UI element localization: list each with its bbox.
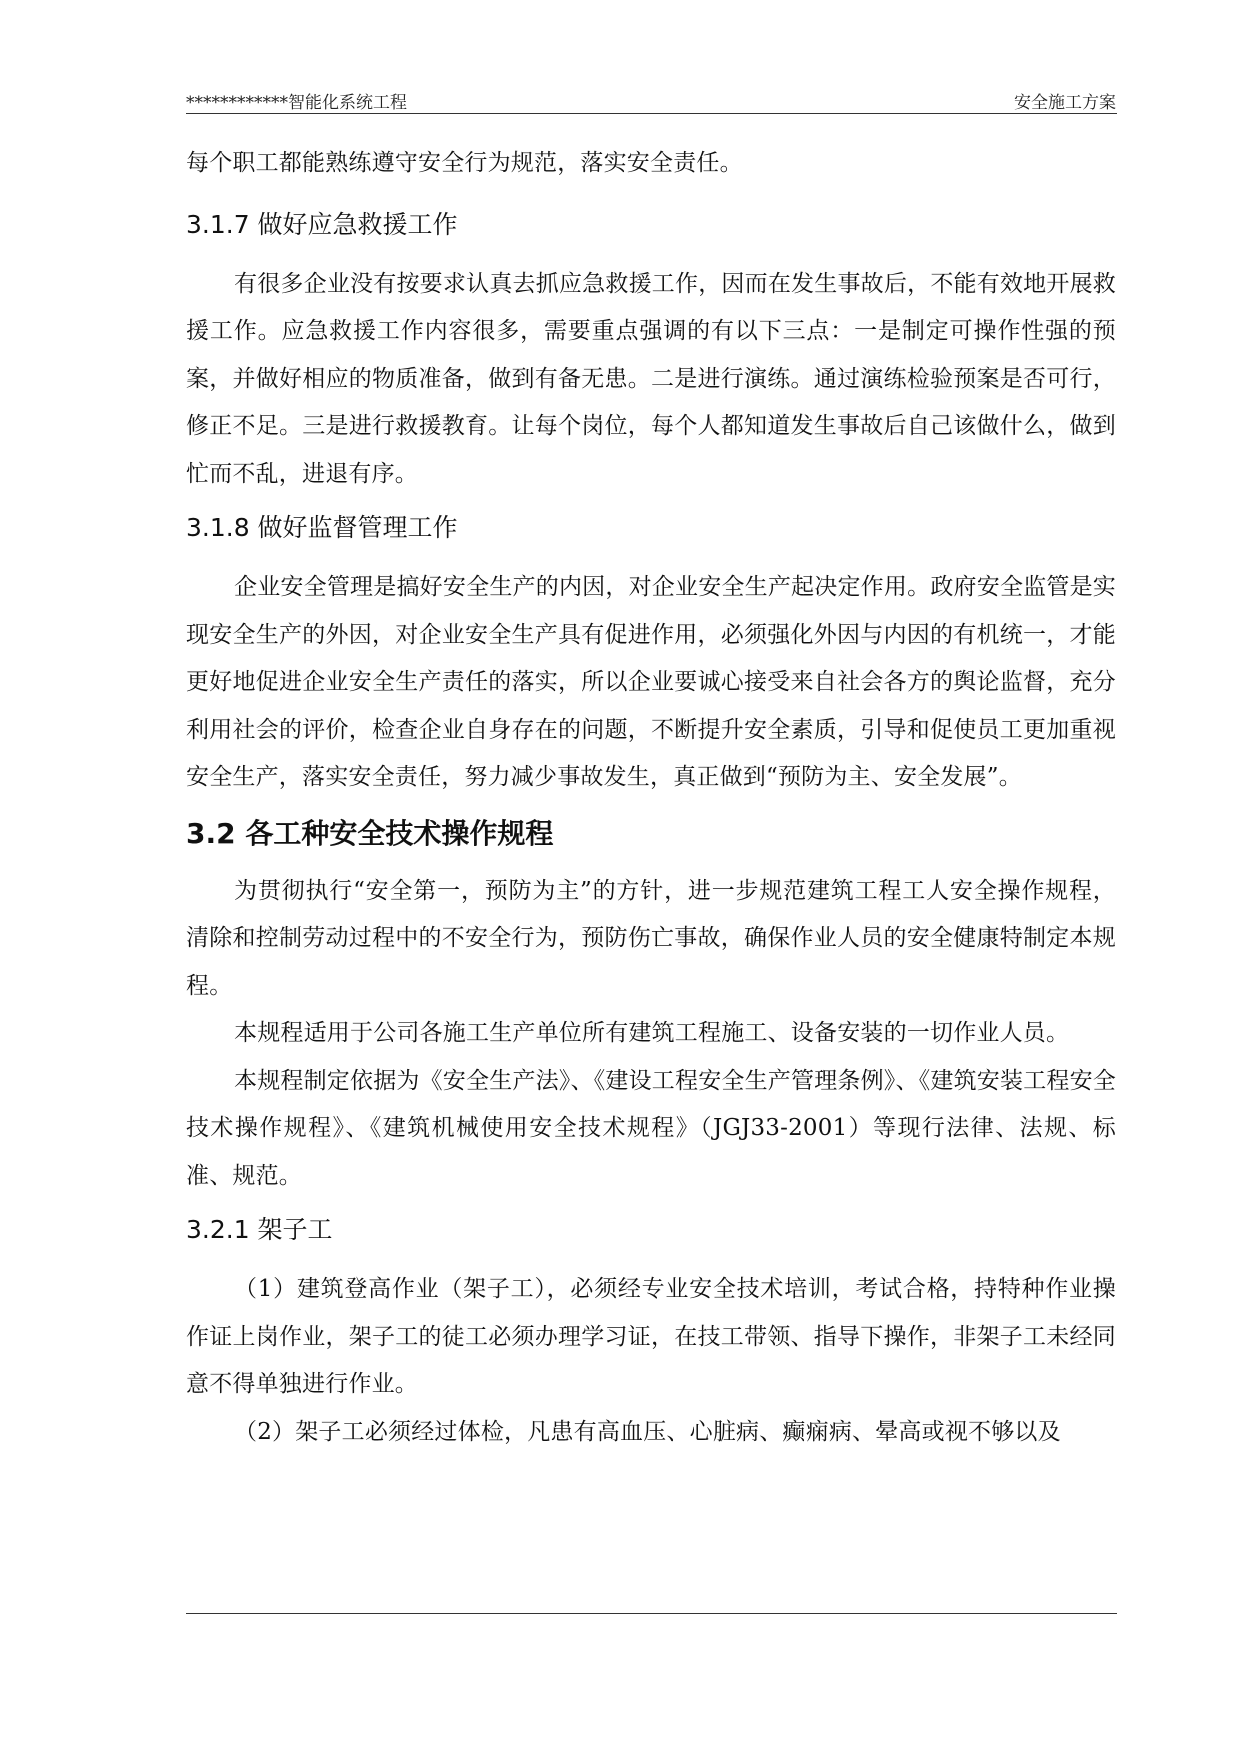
header-rule (186, 113, 1117, 114)
paragraph-emergency-rescue: 有很多企业没有按要求认真去抓应急救援工作，因而在发生事故后，不能有效地开展救援工作。应急救援工作内容很多，需要重点强调的有以下三点：一是制定可操作性强的预案，并做好相应的物质准备，做到有备无患。二是进行演练。通过演练检验预案是否可行，修正不足。三是进行救援教育。让每个岗位，每个人都知道发生事故后自己该做什么，做到忙而不乱，进退有序。 (186, 270, 1116, 487)
paragraph-supervision: 企业安全管理是搞好安全生产的内因，对企业安全生产起决定作用。政府安全监管是实现安全生产的外因，对企业安全生产具有促进作用，必须强化外因与内因的有机统一，才能更好地促进企业安全生产责任的落实，所以企业要诚心接受来自社会各方的舆论监督，充分利用社会的评价，检查企业自身存在的问题，不断提升安全素质，引导和促使员工更加重视安全生产，落实安全责任，努力减少事故发生，真正做到“预防为主、安全发展”。 (186, 574, 1116, 790)
heading-3-1-7: 3.1.7 做好应急救援工作 (186, 209, 458, 239)
footer-rule (186, 1613, 1117, 1614)
paragraph-scope: 本规程适用于公司各施工生产单位所有建筑工程施工、设备安装的一切作业人员。 (234, 1020, 1070, 1046)
paragraph-item-1: （1）建筑登高作业（架子工），必须经专业安全技术培训，考试合格，持特种作业操作证上岗作业，架子工的徒工必须办理学习证，在技工带领、指导下操作，非架子工未经同意不得单独进行作业。 (186, 1276, 1116, 1397)
heading-3-2: 3.2 各工种安全技术操作规程 (186, 816, 554, 850)
heading-3-2-1: 3.2.1 架子工 (186, 1215, 333, 1244)
paragraph-purpose: 为贯彻执行“安全第一，预防为主”的方针，进一步规范建筑工程工人安全操作规程，清除和控制劳动过程中的不安全行为，预防伤亡事故，确保作业人员的安全健康特制定本规程。 (186, 877, 1116, 999)
header-project-title: ************智能化系统工程 (186, 93, 407, 113)
paragraph-basis: 本规程制定依据为《安全生产法》、《建设工程安全生产管理条例》、《建筑安装工程安全技术操作规程》、《建筑机械使用安全技术规程》（JGJ33-2001）等现行法律、法规、标准、规范。 (186, 1067, 1116, 1189)
header-document-title: 安全施工方案 (1014, 93, 1116, 113)
page-header (186, 86, 1116, 114)
heading-3-1-8: 3.1.8 做好监督管理工作 (186, 513, 458, 542)
page-content (186, 140, 1116, 1456)
paragraph-continuation: 每个职工都能熟练遵守安全行为规范，落实安全责任。 (186, 150, 743, 176)
paragraph-item-2: （2）架子工必须经过体检，凡患有高血压、心脏病、癫痫病、晕高或视不够以及 (234, 1418, 1061, 1445)
